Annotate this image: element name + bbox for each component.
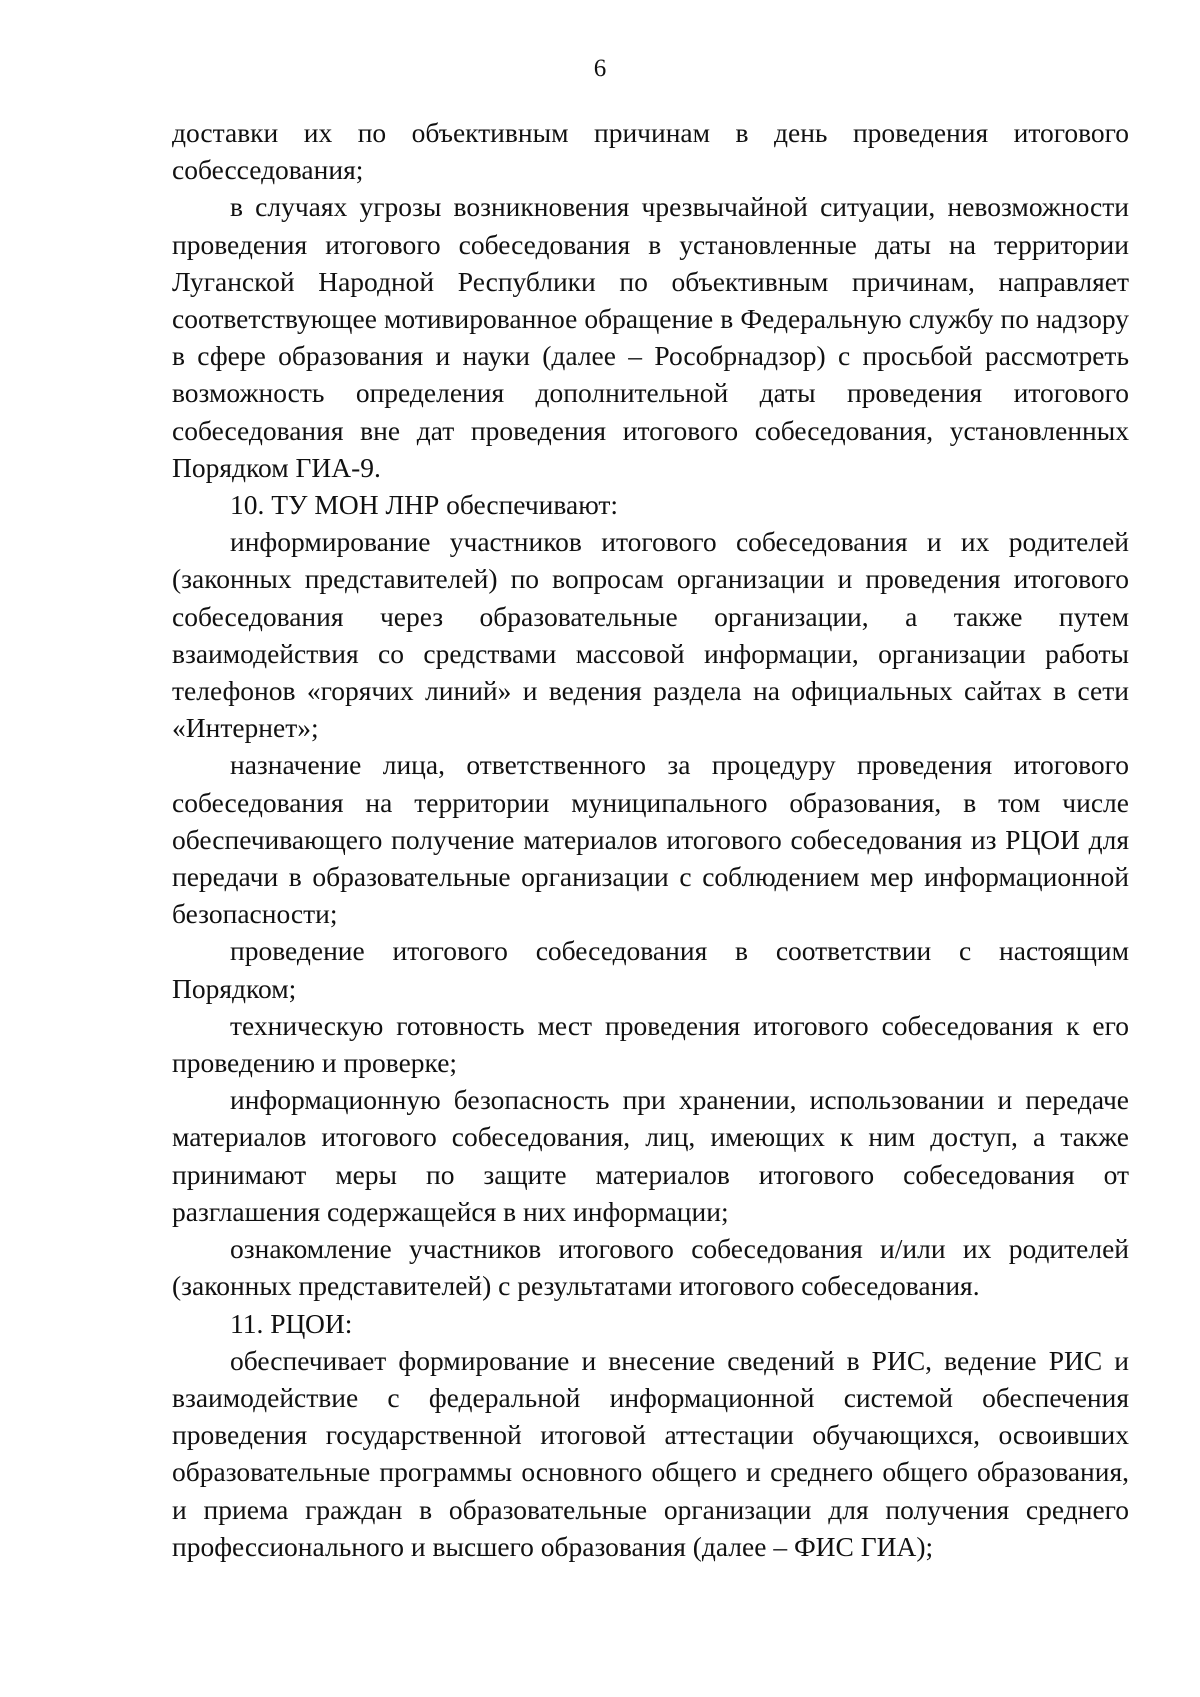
paragraph-appointing-responsible: назначение лица, ответственного за процедуру проведения итогового собеседования на территории муниципального образования, в том числе обеспечивающего получение материалов итогового собеседования из РЦОИ для передачи в образовательные организации с соблюдением мер информационной безопасности;	[172, 749, 1129, 930]
paragraph-technical-readiness: техническую готовность мест проведения итогового собеседования к его проведению и проверке;	[172, 1009, 1129, 1079]
section-heading-11: 11. РЦОИ:	[230, 1307, 353, 1339]
paragraph-results-familiarization: ознакомление участников итогового собеседования и/или их родителей (законных представителей) с результатами итогового собеседования.	[172, 1233, 1129, 1302]
paragraph-ris-formation: обеспечивает формирование и внесение сведений в РИС, ведение РИС и взаимодействие с федеральной информационной системой обеспечения проведения государственной итоговой аттестации обучающихся, освоивших образовательные программы основного общего и среднего общего образования, и приема граждан в образовательные организации для получения среднего профессионального и высшего образования (далее – ФИС ГИА);	[172, 1344, 1129, 1562]
paragraph-emergency-situation: в случаях угрозы возникновения чрезвычайной ситуации, невозможности проведения итогового собеседования в установленные даты на территории Луганской Народной Республики по объективным причинам, направляет соответствующее мотивированное обращение в Федеральную службу по надзору в сфере образования и науки (далее – Рособрнадзор) с просьбой рассмотреть возможность определения дополнительной даты проведения итогового собеседования вне дат проведения итогового собеседования, установленных Порядком ГИА-9.	[172, 191, 1129, 483]
page-number: 6	[593, 55, 607, 82]
paragraph-information-security: информационную безопасность при хранении, использовании и передаче материалов итогового собеседования, лиц, имеющих к ним доступ, а также принимают меры по защите материалов итогового собеседования от разглашения содержащейся в них информации;	[172, 1084, 1129, 1227]
paragraph-conducting: проведение итогового собеседования в соответствии с настоящим Порядком;	[172, 935, 1129, 1004]
document-body	[172, 114, 1129, 1565]
section-heading-10: 10. ТУ МОН ЛНР обеспечивают:	[230, 489, 619, 521]
paragraph-informing-participants: информирование участников итогового собеседования и их родителей (законных представителей) по вопросам организации и проведения итогового собеседования через образовательные организации, а также путем взаимодействия со средствами массовой информации, организации работы телефонов «горячих линий» и ведения раздела на официальных сайтах в сети «Интернет»;	[172, 526, 1129, 744]
paragraph-continuation: доставки их по объективным причинам в день проведения итогового собесседования;	[172, 117, 1129, 186]
